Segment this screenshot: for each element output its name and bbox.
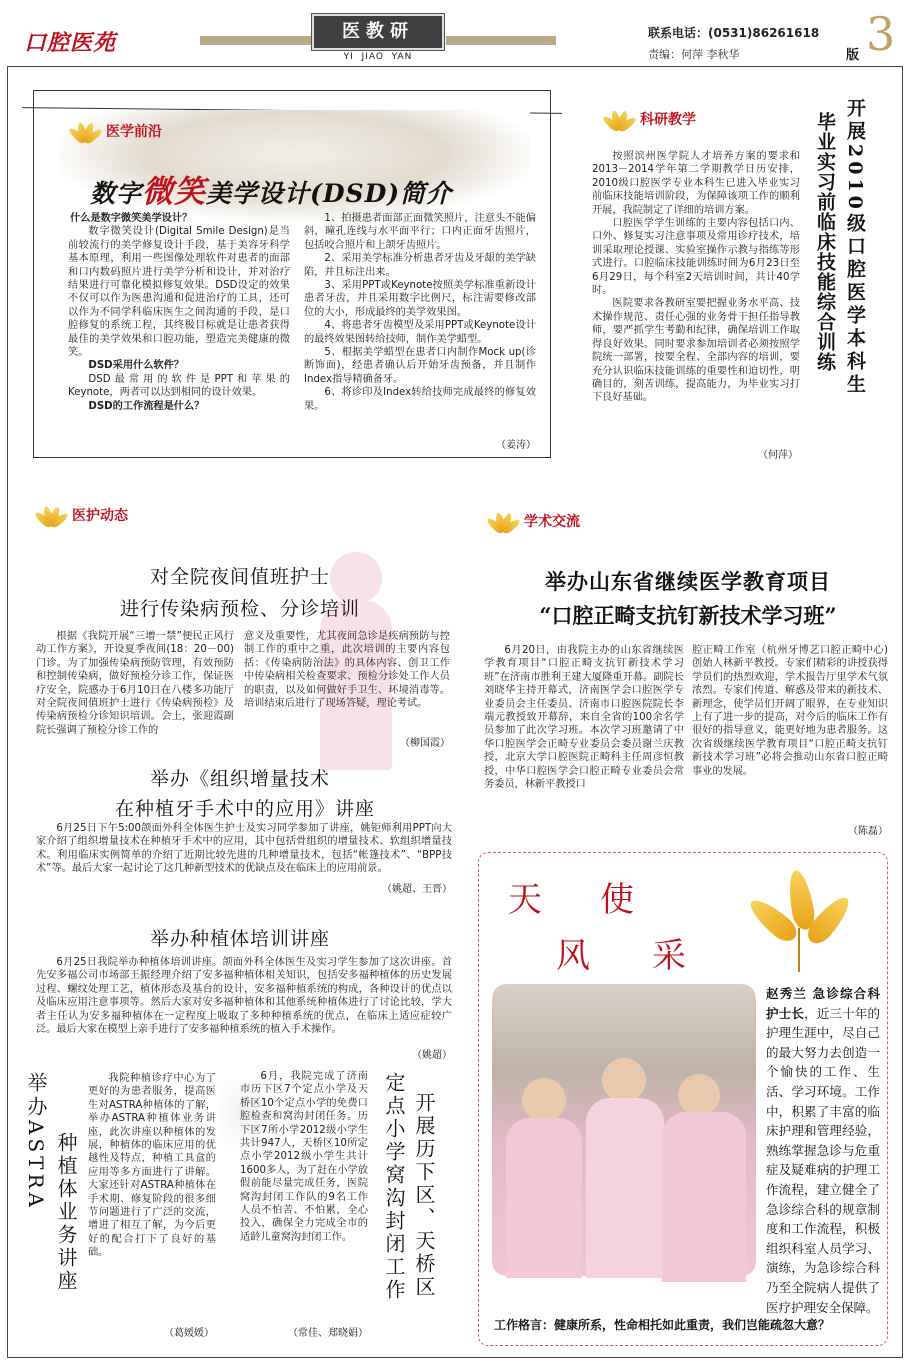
- nursing-a2-source: （姚超、王晋）: [382, 884, 452, 895]
- header-bar-right: [446, 36, 556, 45]
- angel-title-3: 风: [556, 936, 590, 976]
- astra-source: （葛媛媛）: [164, 1328, 214, 1339]
- school-source: （常佳、郑晓娟）: [288, 1328, 368, 1339]
- dsd-title-accent: 微笑: [142, 174, 207, 210]
- flower-icon: [602, 108, 636, 130]
- angel-intro: [766, 984, 880, 1315]
- dsd-step1: 1、拍摄患者面部正面微笑照片，注意头不能偏斜，瞳孔连线与水平面平行；口内正面牙齿照片，包括咬合照片和上颌牙齿照片。: [304, 213, 536, 251]
- research-title-2: 毕业实习前临床技能综合训练: [814, 112, 836, 372]
- academic-right: 腔正畸工作室（杭州牙博艺口腔正畸中心)创始人林新平教授。专家们精彩的讲授获得学员们的热烈欢迎，学术报告厅里学术气氛浓烈。专家们传道、解惑及带来的新技术、新理念，使学员们开阔了眼界，在专业知识上有了进一步的提高，对今后的临床工作有很好的指导意义，能更好地为患者服务。这次省级继续医学教育项目“口腔正畸支抗钉新技术学习班”必将会推动山东省口腔正畸事业的发展。: [692, 645, 888, 777]
- dsd-a2: DSD最常用的软件是PPT和苹果的Keynote，两者可以达到相同的设计效果。: [68, 373, 290, 399]
- research-p1: 按照滨州医学院人才培养方案的要求和2013－2014学年第二学期教学日历安排，2010级口腔医学专业本科生已进入毕业实习前临床技能培训阶段，为保障该项工作的顺利开展，我院制定了详细的培训方案。: [592, 151, 800, 216]
- nursing-a1-source: （柳国霞）: [400, 738, 450, 749]
- nursing-a2-body: 6月25日下午5:00颌面外科全体医生护士及实习同学参加了讲座，姚钜师利用PPT向大家介绍了组织增量技术在种植牙手术中的应用，其中包括骨组织的增量技术、软组织增量技术。利用临床实例简单的介绍了近期比较先进的几种增量技术，包括“帐篷技术”、“BPP技术”等。最后大家一起讨论了这几种新型技术的优缺点及在临床上的应用前景。: [36, 823, 452, 875]
- dsd-step3: 3、采用PPT或Keynote按照美学标准重新设计患者牙齿，并且采用数字比例尺，标注需要修改部位的大小，形成最终的美学效果图。: [304, 280, 536, 318]
- astra-body-wrap: [88, 1072, 216, 1334]
- section-badge: [312, 14, 444, 50]
- dsd-title-post: 美学设计(DSD)简介: [206, 179, 453, 208]
- research-body: [592, 150, 800, 446]
- academic-title1: 举办山东省继续医学教育项目: [545, 569, 831, 594]
- tag-research: [602, 108, 696, 130]
- flower-icon: [486, 510, 520, 532]
- research-title-1: 开展2010级口腔医学本科生: [844, 98, 866, 397]
- nursing-a1-left: 根据《我院开展“三增一禁”便民正风行动工作方案》，开设夏季夜间(18：20－00)门诊。为了加强传染病预防管理，有效预防和控制传染病，做好预检分诊工作，保证医疗安全，院感办于6月10日在八楼多功能厅对全院夜间值班护士进行《传染病预检》及传染病预检分诊知识培训。会上，张迎霞副院长强调了预检分诊工作的: [36, 631, 234, 736]
- tag-academic: [486, 510, 580, 532]
- contact-phone: 联系电话：(0531)86261618: [648, 26, 820, 40]
- research-p3: 医院要求各教研室要把握业务水平高、技术操作规范、责任心强的业务骨干担任指导教师，要严抓学生考勤和纪律，确保培训工作取得良好效果。同时要求参加培训者必须按照学院统一部署，按要全程、全部内容的培训，要充分认识临床技能训练的重要性和迫切性，明确目的，刻苦训练，提高能力，为毕业实习打下良好基础。: [592, 298, 800, 404]
- dsd-a1: 数字微笑设计(Digital Smile Design)是当前较流行的美学修复设计手段，基于美容牙科学基本原理，利用一些图像处理软件对患者的面部和口内数码照片进行美学分析和设计，并对治疗结果进行可靠化模拟修复效果。DSD设定的效果不仅可以作为医患沟通和促进治疗的工具，还可以作为不同学科临床医生之间沟通的手段，是口腔修复的系统工程，其终极目标就是让患者获得最佳的美学效果和口腔功能，塑造完美健康的微笑。: [68, 226, 290, 359]
- tag-frontier-label: 医学前沿: [106, 124, 162, 140]
- nursing-a1-title2: 进行传染病预检、分诊培训: [119, 598, 360, 620]
- school-title-b: 定点小学窝沟封闭工作: [382, 1072, 406, 1302]
- tag-research-label: 科研教学: [640, 112, 696, 128]
- header-bar-left: [200, 36, 312, 45]
- nursing-a3-body: 6月25日我院举办种植体培训讲座。颌面外科全体医生及实习学生参加了这次讲座。首先安多福公司市场部王振经理介绍了安多福种植体相关知识，包括安多福种植体的历史发展过程、螺纹处理工艺，植体形态及基台的设计，安多福种植系统的构成，各种设计的优点以及临床应用注意事项等。然后大家对安多福种植体和其他系统种植体进行了讨论比较，学大者主任认为安多福种植体在一定程度上吸取了多种种植系统的优点，在临床上适应症较广泛。最后大家在模型上亲手进行了安多福种植系统的植入手术操作。: [36, 957, 452, 1036]
- flower-icon: [68, 120, 102, 142]
- tag-nursing: [34, 504, 128, 526]
- astra-title-b: 种植体业务讲座: [54, 1132, 78, 1293]
- dsd-right-col: [304, 212, 536, 448]
- dsd-source: （姜涛）: [496, 440, 536, 451]
- angel-title-1: 天: [508, 880, 542, 920]
- logo: 口腔医苑: [24, 30, 117, 56]
- section-name: 医教研: [342, 21, 414, 42]
- page-suffix: 版: [846, 48, 860, 63]
- nursing-a3-title: 举办种植体培训讲座: [149, 928, 330, 950]
- dsd-q1: 什么是数字微笑美学设计？: [70, 213, 193, 224]
- editors: 责编：何萍 李秋华: [648, 48, 740, 61]
- tag-academic-label: 学术交流: [524, 514, 580, 530]
- academic-title2: “口腔正畸支抗钉新技术学习班”: [539, 603, 837, 628]
- angel-intro-name: 赵秀兰 急诊综合科护士长: [766, 986, 880, 1021]
- astra-title-a: 举办ASTRA: [24, 1072, 48, 1211]
- flower-icon: [34, 504, 68, 526]
- dsd-q2: DSD采用什么软件？: [88, 360, 184, 372]
- dsd-step6: 6、将诊印及Index转给技师完成最终的修复效果。: [304, 387, 536, 412]
- academic-left: 6月20日，由我院主办的山东省继续医学教育项目“口腔正畸支抗钉新技术学习班”在济南市胜利王建大厦隆重开幕。副院长刘晓华主持开幕式，济南医学会口腔医学专业委员会主任委员、济南市口腔医院院长李端元教授致开幕辞，来自全省的100余名学员参加了此次学习班。本次学习班邀请了中华口腔医学会正畸专业委员会委员谢兰庆教授，北京大学口腔医院正畸科主任周彦恒教授，中华口腔医学会口腔正畸专业委员会常务委员，林新平教授口: [484, 645, 684, 791]
- academic-source: （陈磊）: [848, 826, 888, 837]
- masthead: [0, 0, 909, 64]
- angel-intro-continued: [492, 1276, 880, 1316]
- angel-intro-text: ，近三十年的护理生涯中，尽自己的最大努力去创造一个愉快的工作、生活、学习环境。工作中，积累了丰富的临床护理和管理经验，熟练掌握急诊与危重症及疑难病的护理工作流程，建立健全了急诊综合科的规章制度和工作流程，积极组织科室人员学习、演练，为急诊综合科乃至全院病人提供了医疗护理安全保障。: [766, 1005, 880, 1315]
- dsd-step5: 5、根据美学蜡型在患者口内制作Mock up(诊断饰面)，经患者确认后开始牙齿预备，并且制作Index指导精确备牙。: [304, 347, 536, 385]
- nursing-a3-source: （姚超）: [412, 1050, 452, 1061]
- nursing-a1-title1: 对全院夜间值班护士: [149, 566, 330, 588]
- research-p2: 口腔医学学生训练的主要内容包括口内、口外、修复实习注意事项及常用诊疗技术，培训采取理论授课、实验室操作示教与指练等形式进行。口腔临床技能训练时间为6月23日至6月29日，每个科室2天培训时间，共计40学时。: [592, 218, 800, 297]
- tag-nursing-label: 医护动态: [72, 508, 128, 524]
- school-title-a: 开展历下区、天桥区: [412, 1092, 436, 1299]
- nursing-a2-title1: 举办《组织增量技术: [149, 768, 330, 790]
- dsd-q3: DSD的工作流程是什么？: [88, 400, 205, 412]
- dsd-title: [90, 166, 520, 211]
- tag-frontier: [68, 120, 162, 142]
- research-source: （何萍）: [758, 450, 798, 461]
- angel-title-4: 采: [652, 936, 686, 976]
- dsd-title-pre: 数字: [90, 179, 143, 208]
- nursing-a1-right: 意义及重要性，尤其夜间急诊是疾病预防与控制工作的重中之重，此次培训的主要内容包括：《传染病防治法》的具体内容、创卫工作中传染病相关检查要求、预检分诊处工作人员的职责，以及如何做好手卫生、环境消毒等。培训结束后进行了现场答疑，理论考试。: [244, 631, 450, 710]
- school-body: 6月，我院完成了济南市历下区7个定点小学及天桥区10个定点小学的免费口腔检查和窝沟封闭任务。历下区7所小学2012级小学生共计947人，天桥区10所定点小学2012级小学生共计1600多人，为了赶在小学放假前能尽量完成任务，医院窝沟封闭工作队的9名工作人员不怕苦、不怕累，全心投入，确保全力完成全市的适龄儿童窝沟封闭工作。: [240, 1071, 368, 1243]
- nurse-photo: [492, 984, 756, 1276]
- dsd-step4: 4、将患者牙齿模型及采用PPT或Keynote设计的最终效果图转给技师，制作美学蜡型。: [304, 320, 536, 345]
- school-body-wrap: [240, 1070, 368, 1332]
- angel-motto: 工作格言：健康所系，性命相托如此重责，我们岂能疏忽大意？: [494, 1318, 831, 1332]
- astra-body: 我院种植诊疗中心为了更好的为患者服务，提高医生对ASTRA种植体的了解，举办ASTRA种植体业务讲座，此次讲座以种植体的发展，种植体的临床应用的优越性及特点，种植工具盒的应用等多方面进行了讲解。大家还针对ASTRA种植体在手术期、修复阶段的很多细节问题进行了广泛的交流，增进了相互了解，为今后更好的配合打下了良好的基础。: [88, 1073, 216, 1259]
- section-pinyin: YI JIAO YAN: [343, 52, 413, 62]
- dsd-step2: 2、采用美学标准分析患者牙齿及牙龈的美学缺陷，并且标注出来。: [304, 253, 536, 278]
- page-number: 3: [866, 7, 896, 61]
- dsd-left-col: [68, 212, 290, 454]
- nursing-a2-title2: 在种植牙手术中的应用》讲座: [114, 798, 375, 820]
- angel-title-2: 使: [600, 880, 634, 920]
- angel-flower: [740, 862, 860, 972]
